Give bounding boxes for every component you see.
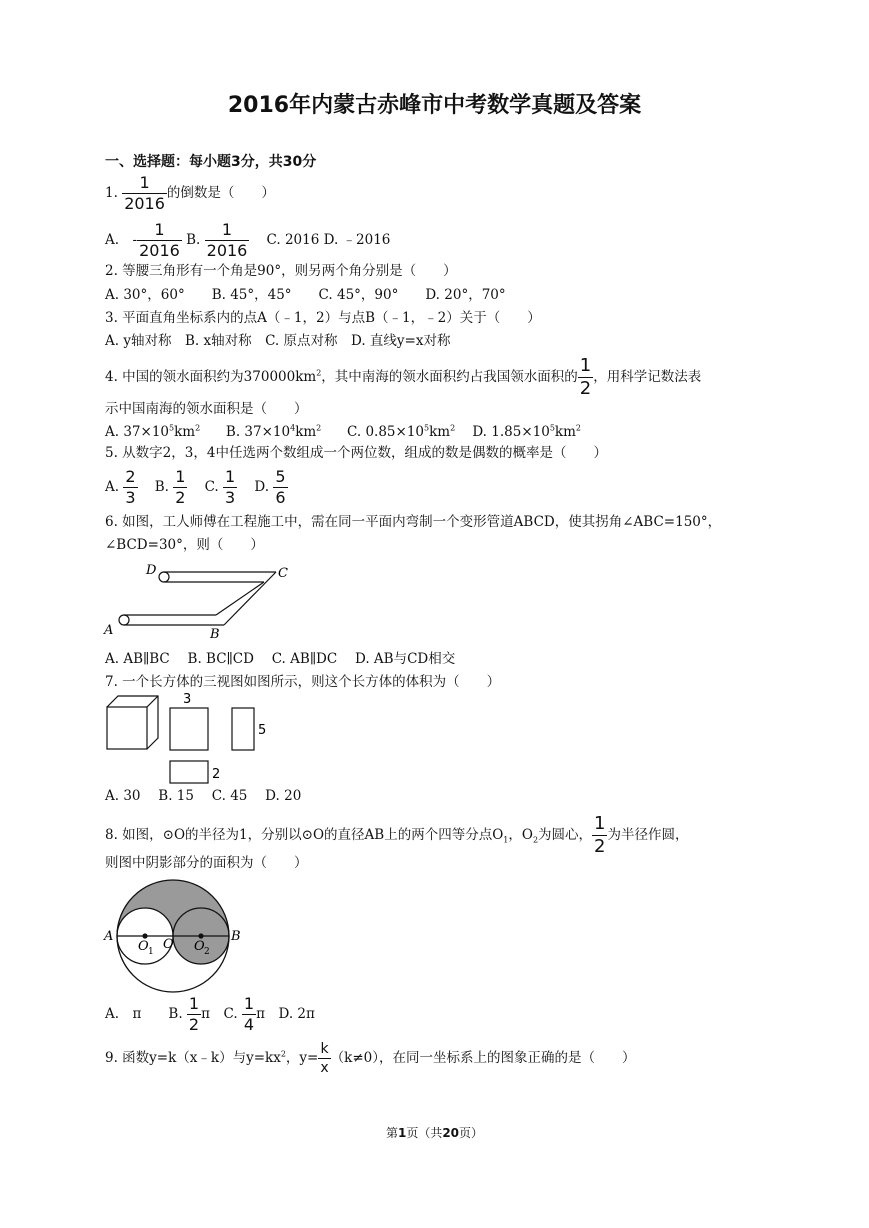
three-view-figure bbox=[100, 688, 280, 788]
question-8-options: A. π B. $\frac{1}{2}$ π C. $\frac{1}{4}$ π D. 2π bbox=[105, 994, 315, 1034]
question-4-line2: 示中国南海的领水面积是（ ） bbox=[105, 401, 308, 417]
question-6-options: A. AB∥BC B. BC∥CD C. AB∥DC D. AB与CD相交 bbox=[105, 651, 456, 667]
label-a: A bbox=[104, 929, 114, 944]
question-text: 的倒数是（ ） bbox=[166, 185, 275, 201]
label-o2-sub: 2 bbox=[204, 947, 210, 957]
label-d: D bbox=[146, 563, 157, 578]
question-1 bbox=[105, 175, 275, 212]
question-5-options: A. $\frac{2}{3}$ B. $\frac{1}{2}$ C. $\frac{1}{3}$ D. $\frac{5}{6}$ bbox=[105, 467, 286, 507]
page-number: 1 bbox=[397, 1126, 407, 1140]
question-number: 1. bbox=[105, 185, 118, 201]
fraction: $\frac{1}{2}$ bbox=[594, 813, 606, 857]
dim-3: 3 bbox=[183, 692, 192, 707]
question-8: 8. 如图，⊙O的半径为1，分别以⊙O的直径AB上的两个四等分点$O_1$，$O_2$为圆心， $\frac{1}{2}$ 为半径作圆， bbox=[105, 813, 689, 857]
circle-figure bbox=[100, 874, 250, 994]
question-7-options: A. 30 B. 15 C. 45 D. 20 bbox=[105, 788, 302, 804]
total-pages: 20 bbox=[442, 1126, 460, 1140]
fraction: $\frac{1}{2016}$ bbox=[139, 220, 180, 260]
fraction: $\frac{1}{3}$ bbox=[225, 467, 236, 507]
fraction: $\frac{2}{3}$ bbox=[125, 467, 136, 507]
fraction: $\frac{1}{2}$ bbox=[175, 467, 186, 507]
question-7: 7. 一个长方体的三视图如图所示，则这个长方体的体积为（ ） bbox=[105, 674, 501, 690]
fraction: $\frac{1}{2016}$ bbox=[206, 220, 248, 260]
question-4: 4. 中国的领水面积约为$370000km^2$，其中南海的领水面积约占我国领水面积的 $\frac{1}{2}$ ，用科学记数法表 bbox=[105, 355, 702, 399]
question-6: 6. 如图，工人师傅在工程施工中，需在同一平面内弯制一个变形管道ABCD，使其拐角∠ABC=150°， bbox=[105, 514, 722, 530]
fraction: $\frac{1}{2}$ bbox=[579, 355, 592, 399]
label-o: O bbox=[163, 937, 174, 952]
label-o2: O bbox=[194, 939, 205, 954]
question-9: 9. 函数y=k（x﹣k）与$y=kx^2$，y= $\frac{k}{x}$ （k≠0），在同一坐标系上的图象正确的是（ ） bbox=[105, 1041, 636, 1076]
label-c: C bbox=[278, 566, 288, 581]
label-b: B bbox=[210, 627, 220, 642]
question-3: 3. 平面直角坐标系内的点A（﹣1，2）与点B（﹣1，﹣2）关于（ ） bbox=[105, 310, 541, 326]
question-5: 5. 从数字2，3，4中任选两个数组成一个两位数，组成的数是偶数的概率是（ ） bbox=[105, 445, 607, 461]
page-footer: 第1页（共20页） bbox=[385, 1126, 484, 1140]
label-o1-sub: 1 bbox=[148, 947, 154, 957]
label-o1: O bbox=[138, 939, 149, 954]
dim-5: 5 bbox=[258, 723, 267, 738]
dim-2: 2 bbox=[212, 767, 221, 782]
label-b: B bbox=[231, 929, 241, 944]
question-2: 2. 等腰三角形有一个角是90°，则另两个角分别是（ ） bbox=[105, 263, 457, 279]
page-title: 2016年内蒙古赤峰市中考数学真题及答案 bbox=[227, 93, 642, 118]
question-1-options: A. - $\frac{1}{2016}$ B. $\frac{1}{2016}$ C. 2016 D. ﹣2016 bbox=[105, 220, 391, 260]
label-a: A bbox=[104, 623, 114, 638]
fraction: $\frac{5}{6}$ bbox=[275, 467, 286, 507]
fraction: $\frac{k}{x}$ bbox=[320, 1041, 329, 1076]
question-3-options: A. y轴对称 B. x轴对称 C. 原点对称 D. 直线y=x对称 bbox=[105, 333, 451, 349]
fraction: $\frac{1}{2016}$ bbox=[124, 173, 165, 213]
question-8-line2: 则图中阴影部分的面积为（ ） bbox=[105, 855, 308, 871]
question-6-line2: ∠BCD=30°，则（ ） bbox=[105, 537, 264, 553]
fraction: $\frac{1}{2}$ bbox=[188, 994, 200, 1034]
pipe-figure bbox=[100, 560, 300, 645]
question-2-options: A. 30°，60° B. 45°，45° C. 45°，90° D. 20°，70° bbox=[105, 287, 506, 303]
fraction: $\frac{1}{4}$ bbox=[243, 994, 255, 1034]
question-4-options: A. $37\times 10^5km^2$ B. $37\times 10^4km^2$ C. $0.85\times 10^5km^2$ D. $1.85\times 10^5km^2$ bbox=[105, 423, 581, 440]
section-heading: 一、选择题：每小题3分，共30分 bbox=[105, 154, 317, 170]
